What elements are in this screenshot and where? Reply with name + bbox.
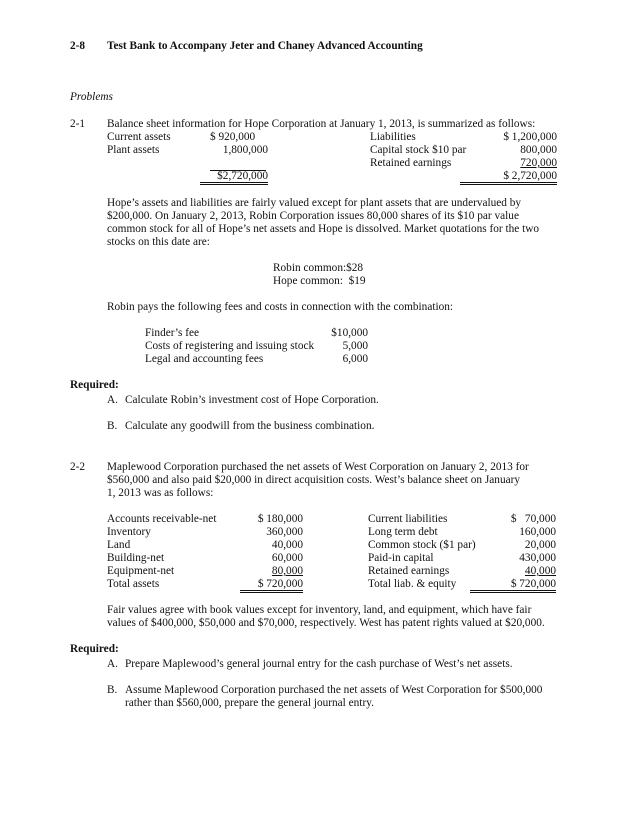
bs-label: Paid-in capital	[368, 552, 434, 564]
bs-label: Total assets	[107, 578, 160, 590]
bs-total: $ 720,000	[240, 578, 303, 593]
bs-value: 60,000	[271, 552, 303, 564]
paragraph-line: 1, 2013 was as follows:	[107, 487, 214, 499]
bs-value: 40,000	[271, 539, 303, 551]
paragraph-line: $200,000. On January 2, 2013, Robin Corporation issues 80,000 shares of its $10 par value	[107, 210, 519, 222]
bs-value: 430,000	[519, 552, 556, 564]
bs-value: 800,000	[520, 144, 557, 156]
required-text: Calculate Robin’s investment cost of Hope Corporation.	[125, 394, 379, 406]
required-text: rather than $560,000, prepare the general journal entry.	[125, 697, 374, 709]
paragraph-line: Hope’s assets and liabilities are fairly valued except for plant assets that are undervalued by	[107, 197, 522, 209]
required-letter: B.	[107, 684, 118, 696]
fee-value: 6,000	[342, 353, 368, 365]
bs-label: Liabilities	[370, 131, 416, 143]
quote-line: Robin common:$28	[273, 262, 364, 274]
required-letter: A.	[107, 658, 118, 670]
paragraph-line: $560,000 and also paid $20,000 in direct acquisition costs. West’s balance sheet on January	[107, 474, 521, 486]
bs-label: Plant assets	[107, 144, 160, 156]
bs-label: Land	[107, 539, 131, 551]
paragraph-line: stocks on this date are:	[107, 236, 210, 248]
paragraph-line: Fair values agree with book values except for inventory, land, and equipment, which have fair	[107, 604, 532, 616]
fee-label: Costs of registering and issuing stock	[145, 340, 315, 352]
bs-label: Current assets	[107, 131, 171, 143]
header-title: Test Bank to Accompany Jeter and Chaney Advanced Accounting	[107, 40, 423, 52]
bs-total: $ 2,720,000	[460, 170, 557, 185]
required-letter: B.	[107, 420, 118, 432]
required-text: Prepare Maplewood’s general journal entry for the cash purchase of West’s net assets.	[125, 658, 513, 670]
required-text: Calculate any goodwill from the business combination.	[125, 420, 375, 432]
paragraph-line: values of $400,000, $50,000 and $70,000, respectively. West has patent rights valued at $20,000.	[107, 617, 545, 629]
bs-value: $ 920,000	[210, 131, 256, 143]
bs-value: 80,000	[271, 565, 303, 577]
required-label: Required:	[70, 643, 119, 655]
bs-label: Current liabilities	[368, 513, 448, 525]
paragraph-line: Maplewood Corporation purchased the net assets of West Corporation on January 2, 2013 for	[107, 461, 529, 473]
bs-value: 40,000	[524, 565, 556, 577]
bs-value: $ 180,000	[257, 513, 303, 525]
fee-value: $10,000	[331, 327, 368, 339]
bs-label: Building-net	[107, 552, 165, 564]
problem-number: 2-1	[70, 118, 86, 130]
header-page-number: 2-8	[70, 40, 86, 52]
bs-label: Inventory	[107, 526, 151, 538]
fees-intro: Robin pays the following fees and costs in connection with the combination:	[107, 301, 454, 313]
problem-number: 2-2	[70, 461, 86, 473]
bs-label: Accounts receivable-net	[107, 513, 217, 525]
fee-label: Finder’s fee	[145, 327, 200, 339]
quote-line: Hope common: $19	[273, 275, 366, 287]
section-title: Problems	[70, 91, 113, 103]
bs-total: $2,720,000	[200, 170, 268, 185]
required-text: Assume Maplewood Corporation purchased the net assets of West Corporation for $500,000	[125, 684, 543, 696]
bs-value: 160,000	[519, 526, 556, 538]
bs-value: 360,000	[266, 526, 303, 538]
bs-label: Retained earnings	[368, 565, 450, 577]
fee-value: 5,000	[342, 340, 368, 352]
bs-label: Long term debt	[368, 526, 438, 538]
bs-label: Common stock ($1 par)	[368, 539, 476, 551]
bs-total: $ 720,000	[470, 578, 556, 593]
bs-value: 720,000	[520, 157, 557, 169]
bs-value: 20,000	[524, 539, 556, 551]
bs-value: $ 1,200,000	[503, 131, 557, 143]
problem-intro: Balance sheet information for Hope Corporation at January 1, 2013, is summarized as follows:	[107, 118, 536, 130]
required-label: Required:	[70, 379, 119, 391]
bs-value: $ 70,000	[510, 513, 556, 525]
bs-label: Equipment-net	[107, 565, 175, 577]
bs-label: Capital stock $10 par	[370, 144, 467, 156]
bs-label: Retained earnings	[370, 157, 452, 169]
bs-value: 1,800,000	[222, 144, 268, 156]
fee-label: Legal and accounting fees	[145, 353, 264, 365]
bs-label: Total liab. & equity	[368, 578, 457, 590]
paragraph-line: common stock for all of Hope’s net assets and Hope is dissolved. Market quotations for the two	[107, 223, 540, 235]
required-letter: A.	[107, 394, 118, 406]
